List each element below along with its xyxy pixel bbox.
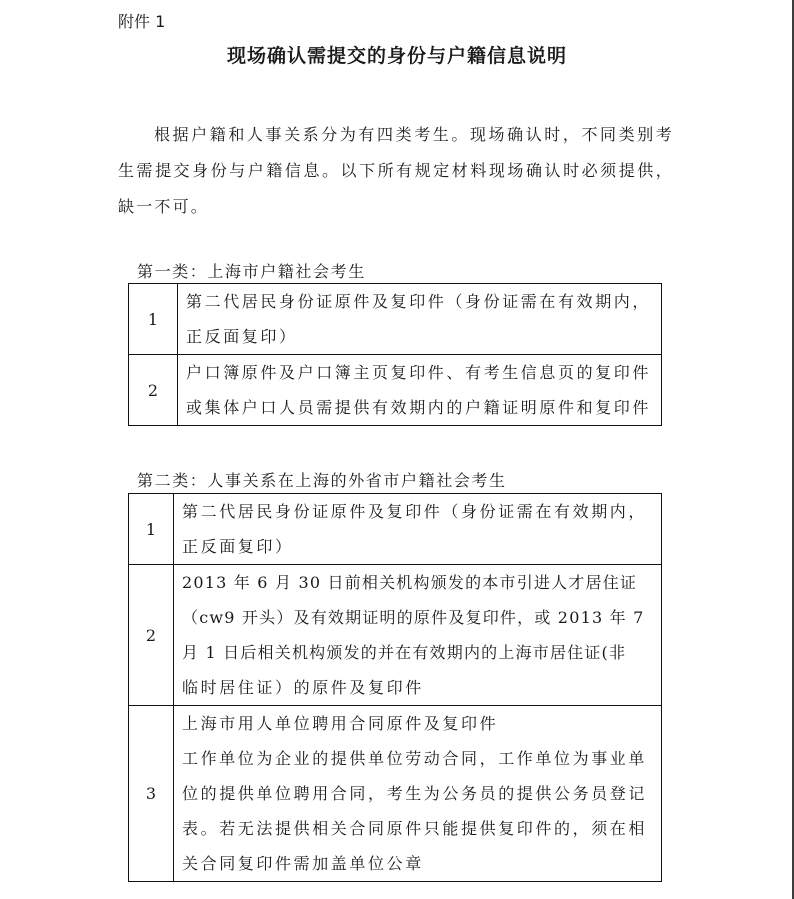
row-content bbox=[174, 565, 662, 706]
row-text-line: 上海市用人单位聘用合同原件及复印件 bbox=[182, 714, 499, 733]
attachment-label: 附件 1 bbox=[118, 12, 166, 31]
row-text-line: 2013 年 6 月 30 日前相关机构颁发的本市引进人才居住证 bbox=[182, 573, 638, 592]
row-text-line: 位的提供单位聘用合同，考生为公务员的提供公务员登记 bbox=[182, 784, 648, 803]
row-number: 1 bbox=[129, 494, 174, 565]
row-text-line: 关合同复印件需加盖单位公章 bbox=[182, 854, 424, 873]
row-text-line: 工作单位为企业的提供单位劳动合同，工作单位为事业单 bbox=[182, 749, 648, 768]
row-text-line: 或集体户口人员需提供有效期内的户籍证明原件和复印件 bbox=[186, 398, 652, 417]
intro-paragraph: 根据户籍和人事关系分为有四类考生。现场确认时，不同类别考生需提交身份与户籍信息。以下所有规定材料现场确认时必须提供，缺一不可。 bbox=[118, 125, 674, 216]
row-number: 2 bbox=[129, 565, 174, 706]
row-text-line: 表。若无法提供相关合同原件只能提供复印件的，须在相 bbox=[182, 819, 648, 838]
row-text-line: 第二代居民身份证原件及复印件（身份证需在有效期内， bbox=[186, 292, 652, 311]
row-number: 1 bbox=[129, 284, 178, 355]
row-number: 2 bbox=[129, 355, 178, 426]
row-text-line: 第二代居民身份证原件及复印件（身份证需在有效期内， bbox=[182, 502, 648, 521]
row-text-line: 正反面复印） bbox=[186, 327, 298, 346]
table-row bbox=[129, 355, 662, 426]
document-title: 现场确认需提交的身份与户籍信息说明 bbox=[226, 45, 567, 67]
table-row bbox=[129, 494, 662, 565]
row-number: 3 bbox=[129, 706, 174, 882]
requirements-table-category-2 bbox=[128, 493, 662, 882]
row-text-line: 户口簿原件及户口簿主页复印件、有考生信息页的复印件 bbox=[186, 363, 652, 382]
row-content bbox=[178, 355, 662, 426]
row-text-line: （cw9 开头）及有效期证明的原件及复印件，或 2013 年 7 bbox=[182, 608, 645, 627]
row-text-line: 临时居住证）的原件及复印件 bbox=[182, 678, 424, 697]
row-text-line: 正反面复印） bbox=[182, 537, 294, 556]
table-row bbox=[129, 565, 662, 706]
row-content bbox=[178, 284, 662, 355]
row-content bbox=[174, 706, 662, 882]
section-label-category-1: 第一类：上海市户籍社会考生 bbox=[137, 262, 366, 281]
row-content bbox=[174, 494, 662, 565]
row-text-line: 月 1 日后相关机构颁发的并在有效期内的上海市居住证(非 bbox=[182, 643, 627, 662]
table-row bbox=[129, 706, 662, 882]
section-label-category-2: 第二类：人事关系在上海的外省市户籍社会考生 bbox=[137, 471, 507, 490]
requirements-table-category-1 bbox=[128, 283, 662, 426]
table-row bbox=[129, 284, 662, 355]
